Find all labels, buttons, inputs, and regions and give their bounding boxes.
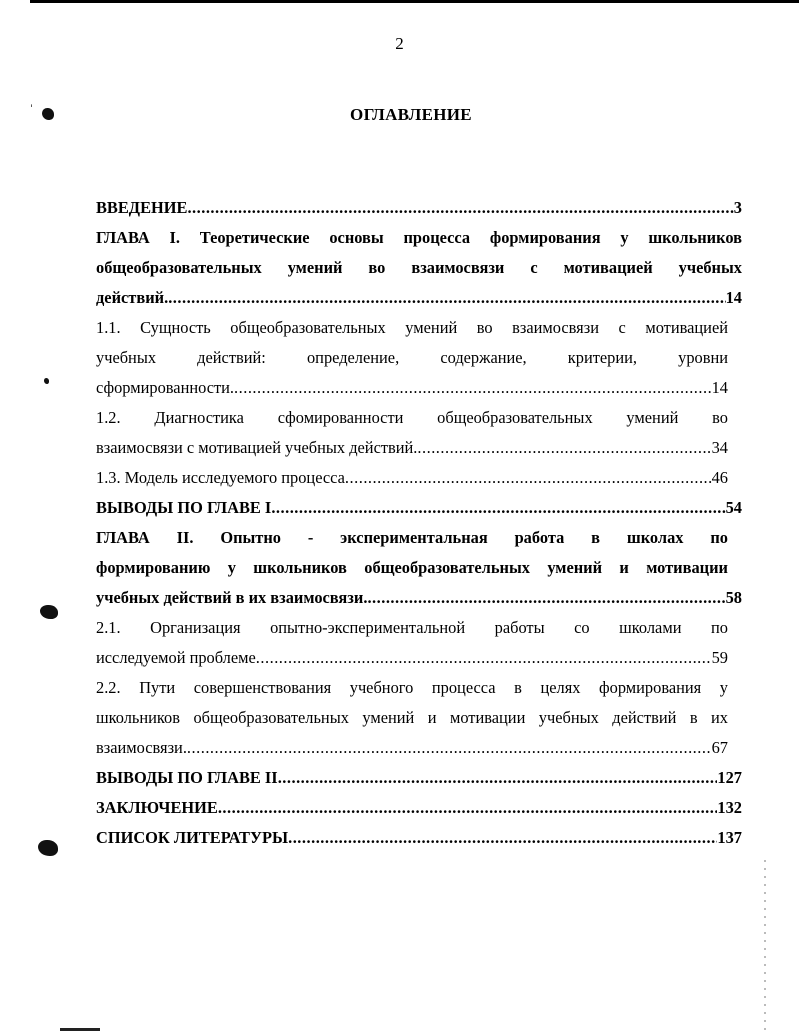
toc-entry-line: учебных действий: определение, содержание, критерии, уровни [96,348,728,367]
page-number: 2 [395,34,404,53]
toc-entry-line: 2.1. Организация опытно-экспериментальной работы со школами по [96,618,728,637]
toc-entry-label: ВЫВОДЫ ПО ГЛАВЕ II [96,768,278,787]
toc-entry-conclusion[interactable] [96,793,742,823]
page-title: ОГЛАВЛЕНИЕ [350,105,472,124]
toc-entry-line: ГЛАВА II. Опытно - экспериментальная работа в школах по [96,528,728,547]
toc-entry-label: СПИСОК ЛИТЕРАТУРЫ [96,828,289,847]
toc-entry-label: ЗАКЛЮЧЕНИЕ [96,798,218,817]
toc-entry-label: ВВЕДЕНИЕ [96,198,188,217]
toc-entry-label: ВЫВОДЫ ПО ГЛАВЕ I [96,498,272,517]
toc-entry-chapter-2[interactable] [96,523,742,613]
toc-entry-page: 59 [711,648,728,667]
toc-entry-line: формированию у школьников общеобразовательных умений и мотивации [96,558,728,577]
toc-entry-line: 1.2. Диагностика сфомированности общеобразовательных умений во [96,408,728,427]
toc-entry-label: 1.3. Модель исследуемого процесса [96,468,345,487]
toc-entry-section-1-2[interactable] [96,403,742,463]
toc-entry-page: 127 [717,768,742,787]
toc-entry-page: 58 [725,588,742,607]
ink-blot [40,605,58,619]
toc-entry-line: учебных действий в их взаимосвязи. [96,588,368,607]
toc-entry-section-2-1[interactable] [96,613,742,673]
toc-entry-conclusions-1[interactable] [96,493,742,523]
toc-entry-line: сформированности. [96,378,235,397]
toc-entry-introduction[interactable] [96,193,742,223]
toc-entry-page: 46 [711,468,728,487]
toc-entry-line: действий. [96,288,169,307]
toc-entry-line: 2.2. Пути совершенствования учебного процесса в целях формирования у [96,678,728,697]
toc-entry-section-2-2[interactable] [96,673,742,763]
toc-entry-page: 137 [717,828,742,847]
toc-entry-section-1-3[interactable] [96,463,742,493]
toc-entry-page: 34 [711,438,728,457]
toc-entry-line: школьников общеобразовательных умений и мотивации учебных действий в их [96,708,728,727]
toc-entry-references[interactable] [96,823,742,853]
scan-edge [764,860,766,1030]
toc-entry-page: 132 [717,798,742,817]
toc-entry-page: 67 [711,738,728,757]
toc-entry-conclusions-2[interactable] [96,763,742,793]
toc-entry-line: общеобразовательных умений во взаимосвязи с мотивацией учебных [96,258,742,277]
toc-entry-page: 14 [725,288,742,307]
toc-entry-page: 54 [725,498,742,517]
toc-entry-line: взаимосвязи с мотивацией учебных действий. [96,438,418,457]
ink-blot [44,378,49,384]
bottom-rule [60,1028,100,1031]
toc-entry-chapter-1[interactable] [96,223,742,313]
ink-blot [38,840,58,856]
table-of-contents [96,193,742,853]
toc-entry-line: 1.1. Сущность общеобразовательных умений во взаимосвязи с мотивацией [96,318,728,337]
toc-entry-section-1-1[interactable] [96,313,742,403]
toc-entry-line: ГЛАВА I. Теоретические основы процесса формирования у школьников [96,228,742,247]
margin-tick: ˈ [30,104,33,115]
ink-blot [42,108,54,120]
toc-entry-line: взаимосвязи. [96,738,187,757]
toc-entry-line: исследуемой проблеме [96,648,256,667]
top-rule [30,0,799,3]
toc-entry-page: 3 [733,198,742,217]
toc-entry-page: 14 [711,378,728,397]
